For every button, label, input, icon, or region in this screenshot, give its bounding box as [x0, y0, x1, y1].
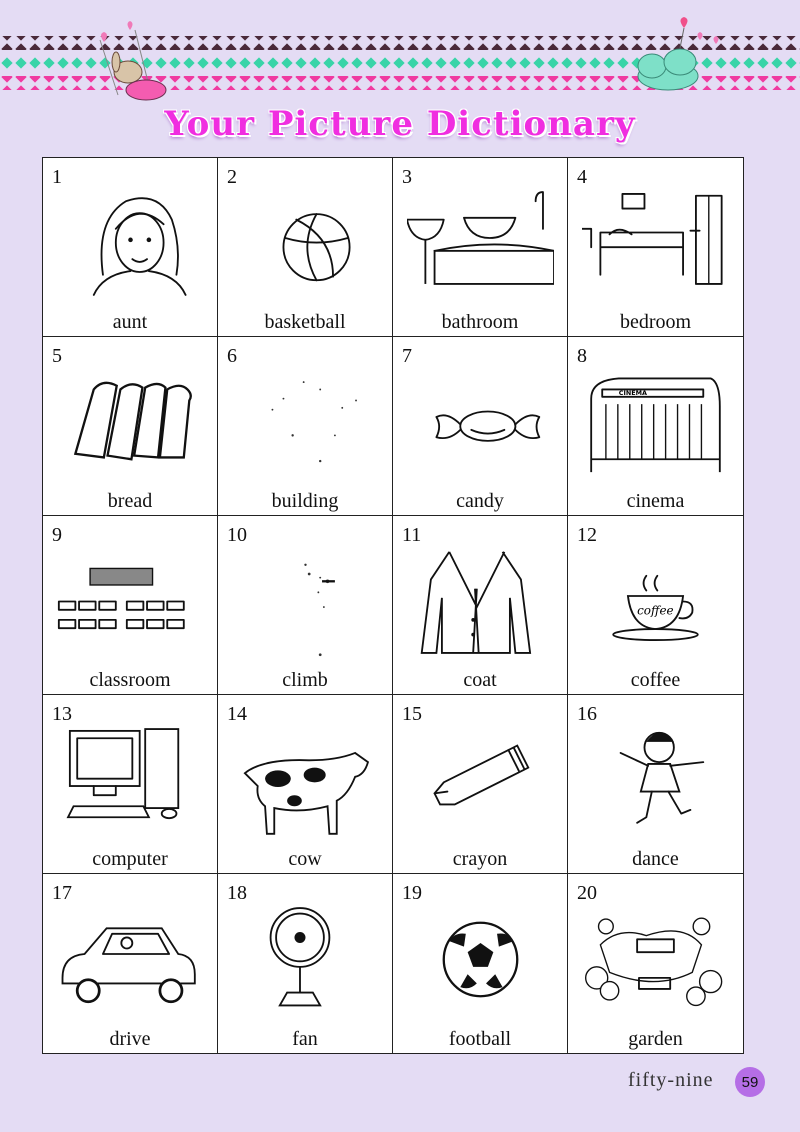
dancing-girl-icon	[582, 709, 729, 841]
dictionary-entry	[393, 695, 568, 874]
entry-number: 9	[52, 524, 62, 546]
page-title: Your Picture Dictionary	[164, 104, 636, 144]
entry-number: 10	[227, 524, 247, 546]
dictionary-entry	[393, 516, 568, 695]
bread-slices-icon	[57, 351, 204, 483]
entry-number: 17	[52, 882, 72, 904]
entry-word: garden	[628, 1028, 683, 1050]
entry-number: 5	[52, 345, 62, 367]
entry-number: 4	[577, 166, 587, 188]
entry-number: 16	[577, 703, 597, 725]
dictionary-entry	[218, 337, 393, 516]
dictionary-entry	[568, 516, 743, 695]
entry-word: cinema	[626, 490, 685, 512]
page-number-words: fifty-nine	[628, 1069, 714, 1091]
entry-number: 3	[402, 166, 412, 188]
climb-dots-icon	[232, 530, 379, 662]
bathtub-sink-icon	[407, 172, 554, 304]
entry-number: 2	[227, 166, 237, 188]
page-number-badge: 59	[735, 1067, 765, 1097]
entry-number: 20	[577, 882, 597, 904]
crayon-icon	[407, 709, 554, 841]
entry-number: 19	[402, 882, 422, 904]
dictionary-entry	[43, 158, 218, 337]
entry-number: 6	[227, 345, 237, 367]
entry-number: 12	[577, 524, 597, 546]
soccer-ball-icon	[407, 888, 554, 1020]
basketball-icon	[232, 172, 379, 304]
dictionary-entry	[393, 337, 568, 516]
entry-word: building	[271, 490, 339, 512]
dictionary-entry	[393, 158, 568, 337]
cinema-building-icon	[582, 351, 729, 483]
entry-word: drive	[109, 1028, 151, 1050]
dictionary-entry	[43, 695, 218, 874]
garden-park-icon	[582, 888, 729, 1020]
dictionary-entry	[43, 337, 218, 516]
entry-word: classroom	[89, 669, 171, 691]
entry-word: coffee	[630, 669, 681, 691]
dictionary-grid	[42, 157, 744, 1054]
computer-icon	[57, 709, 204, 841]
entry-word: crayon	[452, 848, 508, 870]
classroom-desks-icon	[57, 530, 204, 662]
entry-word: coat	[463, 669, 497, 691]
entry-number: 1	[52, 166, 62, 188]
entry-word: dance	[632, 848, 679, 870]
coffee-cup-icon	[582, 530, 729, 662]
dictionary-entry	[218, 874, 393, 1053]
entry-word: computer	[92, 848, 168, 870]
dictionary-entry	[568, 874, 743, 1053]
dictionary-entry	[568, 158, 743, 337]
dictionary-entry	[393, 874, 568, 1053]
entry-word: bread	[107, 490, 153, 512]
top-banner	[0, 0, 800, 115]
entry-word: bedroom	[619, 311, 692, 333]
entry-word: climb	[282, 669, 328, 691]
svg-text:CINEMA: CINEMA	[618, 388, 647, 397]
entry-number: 11	[402, 524, 422, 546]
entry-number: 14	[227, 703, 247, 725]
entry-number: 15	[402, 703, 422, 725]
dictionary-entry	[568, 337, 743, 516]
entry-number: 18	[227, 882, 247, 904]
electric-fan-icon	[232, 888, 379, 1020]
entry-word: fan	[292, 1028, 318, 1050]
entry-number: 8	[577, 345, 587, 367]
svg-text:coffee: coffee	[637, 603, 674, 618]
cow-icon	[232, 709, 379, 841]
entry-word: football	[448, 1028, 512, 1050]
dictionary-entry	[218, 516, 393, 695]
entry-number: 13	[52, 703, 72, 725]
coat-icon	[407, 530, 554, 662]
dictionary-entry	[218, 695, 393, 874]
building-dots-icon	[232, 351, 379, 483]
entry-word: bathroom	[441, 311, 519, 333]
entry-word: candy	[456, 490, 504, 512]
dictionary-entry	[43, 874, 218, 1053]
car-driver-icon	[57, 888, 204, 1020]
entry-word: basketball	[264, 311, 346, 333]
entry-number: 7	[402, 345, 412, 367]
dictionary-entry	[218, 158, 393, 337]
dictionary-entry	[568, 695, 743, 874]
dictionary-entry	[43, 516, 218, 695]
entry-word: aunt	[112, 311, 148, 333]
entry-word: cow	[288, 848, 322, 870]
woman-face-icon	[57, 172, 204, 304]
wrapped-candy-icon	[407, 351, 554, 483]
bed-room-icon	[582, 172, 729, 304]
